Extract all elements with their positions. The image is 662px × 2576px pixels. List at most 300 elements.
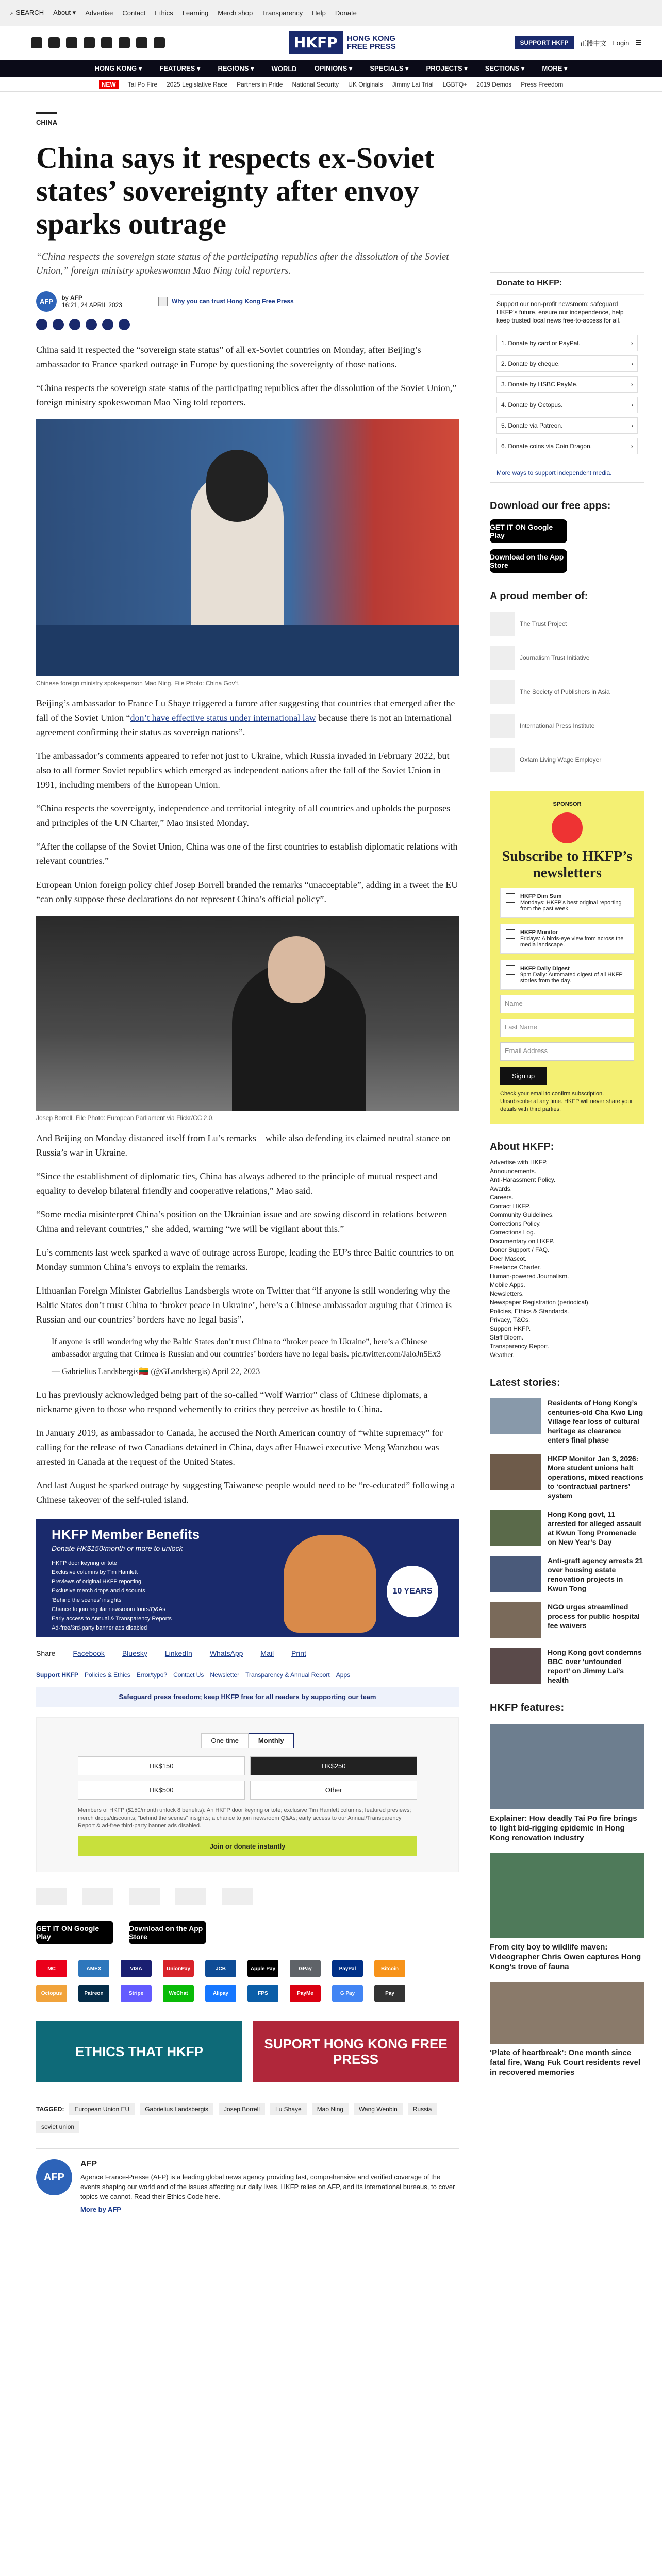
monthly-toggle[interactable]: Monthly: [249, 1733, 294, 1748]
app-store-buttons: [36, 1921, 459, 1944]
email-field[interactable]: Email Address: [500, 1042, 634, 1061]
about-links: [490, 1158, 644, 1360]
linkedin-icon[interactable]: [101, 37, 112, 48]
tweet-signature[interactable]: — Gabrielius Landsbergis🇱🇹 (@GLandsbergis) April 22, 2023: [52, 1367, 260, 1376]
nl-option-desc: Fridays: A birds-eye view from across the media landscape.: [520, 936, 624, 948]
paragraph: Lu’s comments last week sparked a wave of outrage across Europe, leading the EU’s three Baltic countries to on Monday summon China’s envoys to explain the remarks.: [36, 1247, 454, 1272]
about-link[interactable]: Documentary on HKFP.: [490, 1238, 555, 1245]
paragraph: And last August he sparked outrage by suggesting Taiwanese people would need to be “re-educated” following a Chinese takeover of the self-ruled island.: [36, 1480, 455, 1505]
author-box-text: [80, 2159, 459, 2214]
story-title: NGO urges streamlined process for public hospital fee waivers: [548, 1603, 640, 1630]
promo-banners: [36, 2021, 459, 2082]
member-logo-icon: [490, 748, 515, 772]
payment-methods: [36, 1960, 459, 2002]
member-logo[interactable]: [490, 748, 644, 772]
payment-logo: Bitcoin: [374, 1960, 405, 1977]
inline-link[interactable]: don’t have effective status under international law: [130, 713, 316, 723]
promo-item: Ad-free/3rd-party banner ads disabled: [52, 1625, 147, 1631]
link-share-icon[interactable]: [119, 319, 130, 330]
payment-logo: Stripe: [121, 1985, 152, 2002]
donate-option[interactable]: [496, 376, 638, 393]
paragraph: “After the collapse of the Soviet Union, China was one of the first countries to establish diplomatic relations with relevant countries.”: [36, 841, 458, 866]
amount-option-selected[interactable]: HK$250: [250, 1756, 417, 1775]
topbar-item[interactable]: Learning: [182, 9, 209, 17]
trust-icon: [158, 297, 168, 306]
one-time-toggle[interactable]: One-time: [201, 1733, 248, 1748]
donate-widget-title: Donate to HKFP:: [490, 273, 644, 295]
about-link[interactable]: Corrections Policy.: [490, 1220, 541, 1227]
trust-label: Why you can trust Hong Kong Free Press: [171, 298, 294, 305]
amount-option[interactable]: HK$150: [78, 1756, 245, 1775]
sidebar-google-play[interactable]: GET IT ON Google Play: [490, 519, 567, 543]
nl-note: Check your email to confirm subscription. Unsubscribe at any time. HKFP will never share your details with third parties.: [500, 1091, 633, 1112]
about-link[interactable]: Anti-Harassment Policy.: [490, 1176, 556, 1183]
x-icon[interactable]: [48, 37, 60, 48]
support-links: [36, 1671, 459, 1679]
nl-option[interactable]: [500, 924, 634, 954]
tweet-text: If anyone is still wondering why the Baltic States don’t trust China to “broker peace in Ukraine”, here’s a Chinese ambassador arguing that Crimea is Russian and our countries’ borders have no legal basis. pic.twitter.com/JaloJn5Ex3: [52, 1337, 441, 1359]
about-link[interactable]: Community Guidelines.: [490, 1211, 554, 1218]
amount-options: [78, 1756, 417, 1800]
share-link[interactable]: Bluesky: [122, 1649, 147, 1657]
story-title: HKFP Monitor Jan 3, 2026: More student unions halt operations, mixed reactions to ‘contractual partners’ system: [548, 1454, 643, 1500]
amount-option-other[interactable]: Other: [250, 1781, 417, 1800]
payment-logo: Alipay: [205, 1985, 236, 2002]
promo-list: [52, 1558, 172, 1633]
feature-story[interactable]: [490, 1853, 644, 1972]
member-logo[interactable]: [490, 646, 644, 670]
feature-story[interactable]: [490, 1724, 644, 1843]
tags-label: TAGGED:: [36, 2106, 64, 2113]
nl-sponsor: SPONSOR: [553, 801, 582, 807]
tag[interactable]: Russia: [408, 2103, 437, 2115]
author-box: [36, 2148, 459, 2214]
jti-logo[interactable]: [175, 1888, 206, 1905]
paragraph: European Union foreign policy chief Josep Borrell branded the remarks “unacceptable”, adding in a tweet the EU “can only suppose these declarations do not represent China’s official policy”.: [36, 879, 458, 904]
topbar-item[interactable]: Transparency: [262, 9, 303, 17]
nav-item[interactable]: HONG KONG ▾: [94, 64, 142, 72]
nav-item[interactable]: REGIONS ▾: [218, 64, 254, 72]
about-link[interactable]: Announcements.: [490, 1167, 537, 1175]
tag[interactable]: Josep Borrell: [219, 2103, 265, 2115]
member-logo-label: The Society of Publishers in Asia: [520, 688, 610, 696]
payment-logo: G Pay: [332, 1985, 363, 2002]
article-lede: “China respects the sovereign state status of the participating republics after the dissolution of the Soviet Union,” foreign ministry spokeswoman Mao Ning told reporters.: [36, 251, 449, 276]
about-link[interactable]: Privacy, T&Cs.: [490, 1316, 531, 1324]
instagram-icon[interactable]: [66, 37, 77, 48]
about-link[interactable]: Freelance Charter.: [490, 1264, 541, 1271]
trending-item[interactable]: Partners in Pride: [237, 80, 283, 88]
article-column: [36, 92, 459, 2214]
story-title: Hong Kong govt condemns BBC over ‘unfounded report’ on Jimmy Lai’s health: [548, 1648, 642, 1684]
trust-link[interactable]: [158, 297, 294, 306]
payment-logo: Patreon: [78, 1985, 109, 2002]
byline-author[interactable]: AFP: [70, 294, 83, 301]
paragraph: [36, 696, 459, 739]
paragraph-text: Beijing’s ambassador to France Lu Shaye triggered a furore after suggesting that countries that emerged after the fall of the Soviet Union “: [36, 698, 455, 723]
youtube-icon[interactable]: [84, 37, 95, 48]
trending-item[interactable]: Press Freedom: [521, 80, 564, 88]
feature-thumbnail: [490, 1724, 644, 1809]
article-category[interactable]: CHINA: [36, 112, 57, 126]
chevron-right-icon: ›: [631, 401, 633, 409]
donate-option-label: 3. Donate by HSBC PayMe.: [501, 381, 578, 388]
byline: [36, 291, 459, 312]
paragraph-text: because there is not an international agreement confirming their status as sovereign nations”.: [36, 713, 452, 737]
latest-story[interactable]: [490, 1398, 644, 1445]
latest-story[interactable]: [490, 1510, 644, 1547]
donate-option-label: 5. Donate via Patreon.: [501, 422, 563, 429]
member-logo[interactable]: [490, 612, 644, 636]
share-link[interactable]: Share: [36, 1649, 56, 1657]
promo-item: ‘Behind the scenes’ insights: [52, 1597, 122, 1603]
support-banner[interactable]: SUPORT HONG KONG FREE PRESS: [253, 2021, 459, 2082]
tag[interactable]: Wang Wenbin: [354, 2103, 403, 2115]
payment-logo: JCB: [205, 1960, 236, 1977]
donate-option[interactable]: [496, 355, 638, 372]
byline-date: 16:21, 24 APRIL 2023: [62, 301, 122, 309]
photo-caption: Chinese foreign ministry spokesperson Mao Ning. File Photo: China Gov’t.: [36, 680, 240, 687]
signup-button[interactable]: Sign up: [500, 1067, 547, 1085]
paragraph: Lithuanian Foreign Minister Gabrielius Landsbergis wrote on Twitter that “if anyone is still wondering why the Baltic States don’t trust China to ‘broker peace in Ukraine’, here’s a Chinese ambassador arguing that Crimea is Russian and our countries’ borders have no legal basis”.: [36, 1285, 452, 1325]
about-link[interactable]: Newspaper Registration (periodical).: [490, 1299, 590, 1306]
login-link[interactable]: Login: [613, 39, 630, 47]
member-logo-icon: [490, 714, 515, 738]
member-logo[interactable]: [490, 714, 644, 738]
trending-item[interactable]: 2019 Demos: [476, 80, 512, 88]
share-link[interactable]: Print: [291, 1649, 306, 1657]
about-title: About HKFP:: [490, 1141, 554, 1153]
trending-item[interactable]: LGBTQ+: [442, 80, 468, 88]
about-link[interactable]: Doer Mascot.: [490, 1255, 527, 1262]
story-title: Hong Kong govt, 11 arrested for alleged assault at Kwun Tong Promenade on New Year’s Day: [548, 1510, 642, 1546]
newsletter-icon: [552, 812, 583, 843]
nl-option[interactable]: [500, 960, 634, 990]
payment-logo: PayMe: [290, 1985, 321, 2002]
topbar-item[interactable]: Help: [312, 9, 326, 17]
support-link[interactable]: Newsletter: [210, 1671, 240, 1679]
story-thumbnail: [490, 1648, 541, 1684]
latest-story[interactable]: [490, 1454, 644, 1500]
logo-mark: HKFP: [289, 31, 343, 54]
sopa-logo[interactable]: [129, 1888, 160, 1905]
logo-sub2: FREE PRESS: [346, 42, 396, 51]
nav-item[interactable]: OPINIONS ▾: [314, 64, 353, 72]
photo-hair: [206, 450, 268, 522]
share-links: [36, 1649, 459, 1665]
donate-option[interactable]: [496, 397, 638, 413]
donate-option[interactable]: [496, 335, 638, 351]
facebook-icon[interactable]: [31, 37, 42, 48]
photo-podium: [36, 625, 459, 676]
nav-item[interactable]: FEATURES ▾: [159, 64, 201, 72]
topbar-item[interactable]: Donate: [335, 9, 357, 17]
newsletter-widget: [490, 791, 644, 1124]
share-link[interactable]: LinkedIn: [164, 1649, 192, 1657]
story-thumbnail: [490, 1602, 541, 1638]
support-link[interactable]: Apps: [336, 1671, 351, 1679]
nav-item[interactable]: SECTIONS ▾: [485, 64, 525, 72]
anniversary-badge: 10 YEARS: [387, 1566, 438, 1617]
promo-item: Chance to join regular newsroom tours/Q&As: [52, 1606, 166, 1613]
google-play-button[interactable]: GET IT ON Google Play: [36, 1921, 113, 1944]
about-link[interactable]: Human-powered Journalism.: [490, 1273, 569, 1280]
about-link[interactable]: Corrections Log.: [490, 1229, 536, 1236]
member-logo-label: Oxfam Living Wage Employer: [520, 756, 602, 764]
bluesky-icon[interactable]: [136, 37, 147, 48]
last-name-field[interactable]: Last Name: [500, 1019, 634, 1037]
member-logo[interactable]: [490, 680, 644, 704]
promo-item: Early access to Annual & Transparency Reports: [52, 1616, 172, 1622]
donate-option-label: 6. Donate coins via Coin Dragon.: [501, 443, 592, 450]
feature-title: Explainer: How deadly Tai Po fire brings to light bid-rigging epidemic in Hong Kong renovation industry: [490, 1814, 637, 1842]
topbar-item[interactable]: Advertise: [85, 9, 113, 17]
nl-option[interactable]: [500, 888, 634, 918]
payment-logo: Apple Pay: [247, 1960, 278, 1977]
paragraph: “Some media misinterpret China’s position on the Ukrainian issue and are sowing discord in relations between China and relevant countries,” she added, warning “we will be vigilant about this.”: [36, 1209, 448, 1234]
latest-story[interactable]: [490, 1648, 644, 1685]
promo-subtitle: Donate HK$150/month or more to unlock: [52, 1544, 183, 1552]
join-button[interactable]: Join or donate instantly: [78, 1836, 417, 1856]
search-link[interactable]: ⌕ SEARCH: [10, 9, 44, 16]
paragraph: The ambassador’s comments appeared to refer not just to Ukraine, which Russia invaded in February 2022, but also to all former Soviet republics which emerged as independent nations after the fall of the Soviet Union in 1991, including members of the European Union.: [36, 751, 450, 790]
support-link[interactable]: Transparency & Annual Report: [245, 1671, 330, 1679]
frequency-toggle: [78, 1733, 417, 1748]
support-link[interactable]: Support HKFP: [36, 1671, 78, 1679]
about-link[interactable]: Careers.: [490, 1194, 514, 1201]
payment-logo: PayPal: [332, 1960, 363, 1977]
member-logo-label: The Trust Project: [520, 620, 567, 628]
safeguard-banner[interactable]: Safeguard press freedom; keep HKFP free for all readers by supporting our team: [36, 1687, 459, 1707]
payment-logo: WeChat: [163, 1985, 194, 2002]
feature-thumbnail: [490, 1982, 644, 2044]
mail-icon[interactable]: [154, 37, 165, 48]
payment-logo: UnionPay: [163, 1960, 194, 1977]
donate-widget-intro: Support our non-profit newsroom: safeguard HKFP’s future, ensure our independence, help keep trusted local news free-to-access for all.: [496, 300, 624, 324]
share-link[interactable]: Mail: [260, 1649, 274, 1657]
trending-item[interactable]: National Security: [292, 80, 339, 88]
logo-text: [347, 35, 396, 51]
nl-option-name: HKFP Monitor: [520, 929, 558, 936]
nl-option-name: HKFP Daily Digest: [520, 965, 570, 972]
about-link[interactable]: Newsletters.: [490, 1290, 524, 1297]
story-thumbnail: [490, 1556, 541, 1592]
support-link[interactable]: Contact Us: [173, 1671, 204, 1679]
promo-item: Previews of original HKFP reporting: [52, 1579, 142, 1585]
checkbox[interactable]: [506, 965, 515, 975]
latest-story[interactable]: [490, 1602, 644, 1638]
payment-logo: VISA: [121, 1960, 152, 1977]
search-label: SEARCH: [15, 9, 44, 16]
member-logo-icon: [490, 646, 515, 670]
payment-logo: GPay: [290, 1960, 321, 1977]
top-utility-bar: [0, 0, 662, 26]
feature-title: ‘Plate of heartbreak’: One month since fatal fire, Wang Fuk Court residents revel in recovered memories: [490, 2048, 641, 2077]
about-link[interactable]: Transparency Report.: [490, 1343, 550, 1350]
apps-title: Download our free apps:: [490, 500, 611, 512]
whatsapp-share-icon[interactable]: [69, 319, 80, 330]
donation-form: [36, 1717, 459, 1872]
chevron-right-icon: ›: [631, 340, 633, 347]
first-name-field[interactable]: Name: [500, 995, 634, 1013]
trending-item[interactable]: UK Originals: [348, 80, 383, 88]
about-link[interactable]: Advertise with HKFP.: [490, 1159, 548, 1166]
tag[interactable]: Lu Shaye: [270, 2103, 307, 2115]
paragraph: “Since the establishment of diplomatic ties, China has always adhered to the principle of mutual respect and equality to develop bilateral friendly and cooperative relations,” Mao said.: [36, 1171, 438, 1196]
donate-more-link[interactable]: More ways to support independent media.: [496, 469, 612, 477]
brand-actions: [515, 36, 642, 49]
payment-logo: Octopus: [36, 1985, 67, 2002]
paragraph: China said it respected the “sovereign state status” of all ex-Soviet countries on Monday, after Beijing’s ambassador to France sparked outrage in Europe by questioning the sovereignty of those nations.: [36, 345, 421, 369]
author-avatar[interactable]: AFP: [36, 291, 57, 312]
donate-option[interactable]: [496, 417, 638, 434]
mail-share-icon[interactable]: [102, 319, 113, 330]
trending-item[interactable]: Jimmy Lai Trial: [392, 80, 434, 88]
x-share-icon[interactable]: [53, 319, 64, 330]
nav-item[interactable]: PROJECTS ▾: [426, 64, 468, 72]
embedded-tweet: [52, 1336, 459, 1378]
trending-item[interactable]: Tai Po Fire: [127, 80, 158, 88]
donate-option-label: 4. Donate by Octopus.: [501, 401, 563, 409]
checkbox[interactable]: [506, 893, 515, 903]
author-name[interactable]: AFP: [80, 2160, 97, 2168]
article-photo-mao-ning: [36, 419, 459, 676]
member-logo-label: Journalism Trust Initiative: [520, 654, 590, 662]
chevron-right-icon: ›: [631, 381, 633, 388]
donate-widget: [490, 272, 644, 483]
support-button[interactable]: SUPPORT HKFP: [515, 36, 574, 49]
topbar-item[interactable]: Contact: [122, 9, 146, 17]
member-title: A proud member of:: [490, 590, 588, 602]
nl-option-desc: 9pm Daily: Automated digest of all HKFP stories from the day.: [520, 972, 623, 984]
story-title: Anti-graft agency arrests 21 over housing estate renovation projects in Kwun Tong: [548, 1556, 643, 1592]
donate-option[interactable]: [496, 438, 638, 454]
menu-icon[interactable]: ☰: [635, 39, 641, 46]
nav-item[interactable]: SPECIALS ▾: [370, 64, 409, 72]
chevron-right-icon: ›: [631, 360, 633, 367]
nl-option-desc: Mondays: HKFP’s best original reporting from the past week.: [520, 900, 622, 912]
feature-thumbnail: [490, 1853, 644, 1938]
sidebar: [490, 92, 644, 2077]
story-thumbnail: [490, 1510, 541, 1546]
author-more-link[interactable]: More by AFP: [80, 2206, 121, 2213]
article-tags: [36, 2103, 459, 2133]
payment-logo: MC: [36, 1960, 67, 1977]
site-logo[interactable]: [289, 31, 396, 54]
language-link[interactable]: 正體中文: [580, 39, 607, 47]
tag[interactable]: Gabrielius Landsbergis: [140, 2103, 213, 2115]
donate-option-label: 1. Donate by card or PayPal.: [501, 340, 581, 347]
partner-logos: [36, 1888, 459, 1905]
payment-logo: AMEX: [78, 1960, 109, 1977]
member-note: Members of HKFP ($150/month unlock 8 benefits): An HKFP door keyring or tote; exclusive Tim Hamlett columns; featured previews; merch drops/discounts; “behind the scenes” insights; a chance to join newsroom Q&As; early access to our Annual/Transparency Report & ad-free third-party banner ads disabled.: [78, 1807, 411, 1829]
support-link[interactable]: Policies & Ethics: [85, 1671, 130, 1679]
chevron-right-icon: ›: [631, 443, 633, 450]
about-link[interactable]: Weather.: [490, 1351, 515, 1359]
about-link[interactable]: Donor Support / FAQ.: [490, 1246, 550, 1253]
member-logo-icon: [490, 612, 515, 636]
about-link[interactable]: Awards.: [490, 1185, 512, 1192]
nl-title: Subscribe to HKFP’s newsletters: [502, 849, 633, 881]
ipi-logo[interactable]: [82, 1888, 113, 1905]
nl-option-name: HKFP Dim Sum: [520, 893, 562, 900]
tag[interactable]: Mao Ning: [312, 2103, 349, 2115]
author-box-avatar[interactable]: AFP: [36, 2159, 72, 2195]
about-link[interactable]: Support HKFP.: [490, 1325, 531, 1332]
about-link[interactable]: Staff Bloom.: [490, 1334, 524, 1341]
member-logo-icon: [490, 680, 515, 704]
features-title: HKFP features:: [490, 1702, 565, 1714]
app-store-button[interactable]: Download on the App Store: [129, 1921, 206, 1944]
photo-head: [268, 936, 325, 1003]
share-icons: [36, 319, 459, 330]
telegram-share-icon[interactable]: [86, 319, 97, 330]
promo-title: HKFP Member Benefits: [52, 1527, 200, 1542]
article-title: China says it respects ex-Soviet states’ sovereignty after envoy sparks outrage: [36, 141, 435, 241]
ethics-banner[interactable]: ETHICS THAT HKFP: [36, 2021, 242, 2082]
amount-option[interactable]: HK$500: [78, 1781, 245, 1800]
donate-option-label: 2. Donate by cheque.: [501, 360, 560, 367]
paragraph: Lu has previously acknowledged being part of the so-called “Wolf Warrior” class of Chinese diplomats, a nickname given to those who respond vehemently to critics they perceive as hostile to China.: [36, 1389, 428, 1414]
nav-item[interactable]: MORE ▾: [542, 64, 568, 72]
facebook-share-icon[interactable]: [36, 319, 47, 330]
trust-project-logo[interactable]: [36, 1888, 67, 1905]
promo-item: HKFP door keyring or tote: [52, 1560, 117, 1566]
about-link[interactable]: Contact HKFP.: [490, 1202, 531, 1210]
article-photo-borrell: [36, 916, 459, 1111]
story-thumbnail: [490, 1398, 541, 1434]
promo-item: Exclusive merch drops and discounts: [52, 1588, 145, 1594]
about-link[interactable]: Policies, Ethics & Standards.: [490, 1308, 569, 1315]
member-benefits-promo[interactable]: [36, 1519, 459, 1637]
byline-text: [62, 294, 122, 309]
checkbox[interactable]: [506, 929, 515, 939]
share-link[interactable]: WhatsApp: [209, 1649, 243, 1657]
topbar-item[interactable]: Ethics: [155, 9, 173, 17]
share-link[interactable]: Facebook: [73, 1649, 105, 1657]
photo-caption: Josep Borrell. File Photo: European Parliament via Flickr/CC 2.0.: [36, 1114, 214, 1122]
new-badge: NEW: [99, 80, 119, 89]
nav-item[interactable]: WORLD: [271, 64, 297, 73]
main-nav: [0, 60, 662, 77]
trending-item[interactable]: 2025 Legislative Race: [167, 80, 228, 88]
latest-story[interactable]: [490, 1556, 644, 1593]
about-link[interactable]: Mobile Apps.: [490, 1281, 525, 1289]
support-link[interactable]: Error/typo?: [136, 1671, 168, 1679]
author-bio: Agence France-Presse (AFP) is a leading global news agency providing fast, comprehensive and verified coverage of the events shaping our world and of the issues affecting our daily lives. HKFP relies on AFP, and its international bureaus, to cover topics we cannot. Read their Ethics Code here.: [80, 2173, 455, 2200]
member-logo-label: International Press Institute: [520, 722, 595, 730]
payment-logo: FPS: [247, 1985, 278, 2002]
feature-story[interactable]: [490, 1982, 644, 2077]
threads-icon[interactable]: [119, 37, 130, 48]
brand-row: [0, 26, 662, 60]
sidebar-app-store[interactable]: Download on the App Store: [490, 549, 567, 573]
topbar-item[interactable]: About ▾: [53, 9, 76, 16]
paragraph: And Beijing on Monday distanced itself from Lu’s remarks – while also defending its claimed neutral stance on Russia’s war in Ukraine.: [36, 1133, 451, 1158]
living-wage-logo[interactable]: [222, 1888, 253, 1905]
paragraph: “China respects the sovereign state status of the participating republics after the dissolution of the Soviet Union,” foreign ministry spokeswoman Mao Ning told reporters.: [36, 383, 457, 408]
logo-sub1: HONG KONG: [346, 33, 395, 43]
topbar-item[interactable]: Merch shop: [218, 9, 253, 17]
feature-title: From city boy to wildlife maven: Videographer Chris Owen captures Hong Kong’s trove of fauna: [490, 1943, 641, 1971]
tag[interactable]: soviet union: [36, 2121, 79, 2133]
byline-by: by: [62, 294, 69, 301]
latest-title: Latest stories:: [490, 1377, 560, 1388]
social-icons: [31, 37, 165, 48]
tag[interactable]: European Union EU: [69, 2103, 135, 2115]
story-title: Residents of Hong Kong’s centuries-old Cha Kwo Ling Village fear loss of cultural heritage as clearance enters final phase: [548, 1399, 643, 1444]
story-thumbnail: [490, 1454, 541, 1490]
